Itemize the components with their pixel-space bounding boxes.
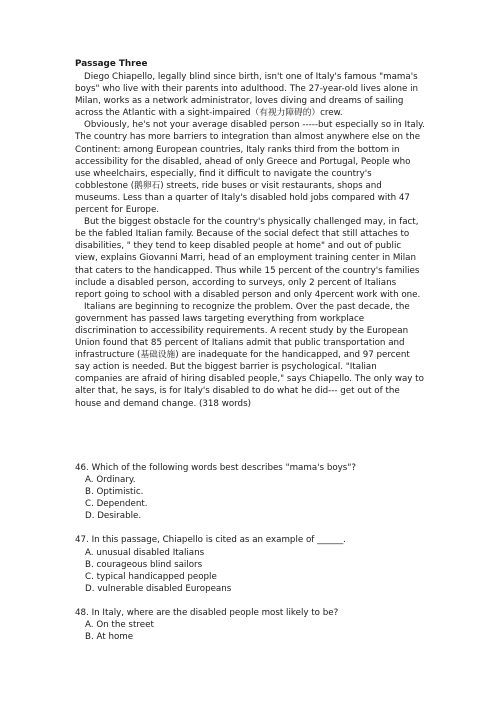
question-47 (75, 534, 425, 594)
option-c: C. Dependent. (85, 499, 148, 510)
paragraph-1: Diego Chiapello, legally blind since birth, isn't one of Italy's famous "mama's boys" who live with their parents into adulthood. The 27-year-old lives alone in Milan, works as a network administrator, loves diving and dreams of sailing across the Atlantic with a sight-impaired（有视力障碍的）crew. (75, 72, 418, 119)
question-46 (75, 462, 425, 522)
paragraph-3: But the biggest obstacle for the country's physically challenged may, in fact, be the fabled Italian family. Because of the social defect that still attaches to disabilities, " they tend to keep disabled people at home" and out of public view, explains Giovanni Marri, head of an employment training center in Milan that caters to the handicapped. Thus while 15 percent of the country's families include a disabled person, according to surveys, only 2 percent of Italians report going to school with a disabled person and only 4percent work with one. (75, 217, 421, 300)
option-d: D. Desirable. (85, 511, 142, 522)
option-c: C. typical handicapped people (85, 571, 217, 582)
option-b: B. Optimistic. (85, 487, 144, 498)
question-48 (75, 607, 425, 643)
question-text: 47. In this passage, Chiapello is cited as an example of ______. (75, 535, 346, 546)
option-a: A. Ordinary. (85, 475, 136, 486)
paragraph-2: Obviously, he's not your average disabled person -----but especially so in Italy. The country has more barriers to integration than almost anywhere else on the Continent: among European countries, Italy ranks third from the bottom in accessibility for the disabled, ahead of only Greece and Portugal, People who use wheelchairs, especially, find it difficult to navigate the country's cobblestone (鹅卵石) streets, ride buses or visit restaurants, shops and museums. Less than a quarter of Italy's disabled hold jobs compared with 47 percent for Europe. (75, 120, 425, 216)
question-text: 48. In Italy, where are the disabled people most likely to be? (75, 607, 339, 618)
question-list (75, 462, 425, 643)
option-a: A. unusual disabled Italians (85, 547, 205, 558)
passage-title: Passage Three (75, 59, 148, 69)
paragraph-4: Italians are beginning to recognize the problem. Over the past decade, the government has passed laws targeting everything from workplace discrimination to accessibility requirements. A recent study by the European Union found that 85 percent of Italians admit that public transportation and infrastructure (基础设施) are inadequate for the handicapped, and 97 percent say action is needed. But the biggest barrier is psychological. "Italian companies are afraid of hiring disabled people," says Chiapello. The only way to alter that, he says, is for Italy's disabled to do what he did--- get out of the house and demand change. (318 words) (75, 301, 424, 409)
question-text: 46. Which of the following words best describes "mama's boys"? (75, 463, 356, 473)
option-d: D. vulnerable disabled Europeans (85, 583, 232, 594)
option-b: B. courageous blind sailors (85, 559, 203, 570)
option-a: A. On the street (85, 620, 154, 631)
option-b: B. At home (85, 632, 134, 643)
passage-body (75, 71, 425, 410)
